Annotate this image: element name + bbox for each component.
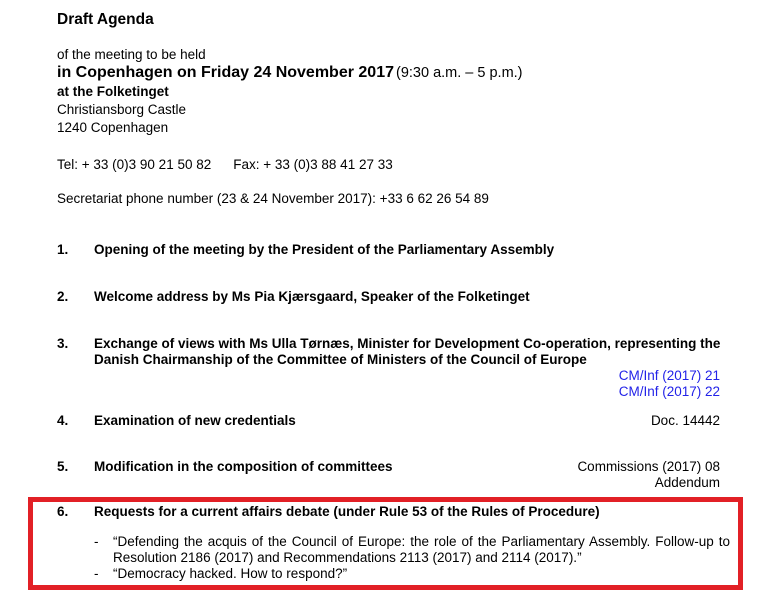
address-line-1: Christiansborg Castle [57, 102, 187, 117]
item-number: 4. [57, 413, 69, 428]
item-title: Requests for a current affairs debate (under Rule 53 of the Rules of Procedure) [94, 504, 600, 519]
meeting-time: (9:30 a.m. – 5 p.m.) [395, 65, 523, 81]
address-line-2: 1240 Copenhagen [57, 120, 169, 135]
doc-reference: Doc. 14442 [650, 413, 720, 428]
doc-reference: Commissions (2017) 08 [577, 459, 720, 474]
item-number: 5. [57, 459, 69, 474]
subitem-text: “Democracy hacked. How to respond?” [113, 566, 348, 581]
item-number: 1. [57, 242, 69, 257]
doc-reference: Addendum [654, 475, 720, 490]
agenda-item-4 [57, 413, 651, 429]
tel-number: Tel: + 33 (0)3 90 21 50 82 [57, 157, 212, 172]
agenda-item-5-row [57, 459, 740, 491]
doc-reference-link[interactable]: CM/Inf (2017) 22 [618, 384, 720, 399]
item-title: Examination of new credentials [94, 413, 296, 428]
agenda-item-3 [57, 336, 740, 368]
venue-line: at the Folketinget [57, 84, 169, 99]
tel-fax-line [57, 157, 740, 173]
item-title: Welcome address by Ms Pia Kjærsgaard, Speaker of the Folketinget [94, 289, 530, 304]
agenda-item-6 [57, 504, 730, 520]
fax-number: Fax: + 33 (0)3 88 41 27 33 [233, 157, 393, 172]
item-number: 2. [57, 289, 69, 304]
agenda-item-2 [57, 289, 740, 305]
meeting-place-date-text: in Copenhagen on Friday 24 November 2017 [57, 64, 394, 81]
subitem-text: “Defending the acquis of the Council of Europe: the role of the Parliamentary Assembly. Follow-up to Resolution 2186 (2017) and Recommendations 2113 (2017) and 2114 (2017).” [113, 534, 730, 565]
doc-reference-link[interactable]: CM/Inf (2017) 21 [618, 368, 720, 383]
item-title: Opening of the meeting by the President of the Parliamentary Assembly [94, 242, 555, 257]
dash-bullet: - [94, 534, 99, 549]
agenda-item-5 [57, 459, 577, 475]
agenda-subitem-1 [94, 534, 730, 566]
item-title: Modification in the composition of committees [94, 459, 393, 474]
agenda-item-1 [57, 242, 740, 258]
item-title: Exchange of views with Ms Ulla Tørnæs, Minister for Development Co-operation, representing the Danish Chairmanship of the Committee of Ministers of the Council of Europe [94, 336, 721, 367]
page-title: Draft Agenda [57, 11, 154, 28]
meeting-place-date [57, 63, 740, 83]
item-6-sublist [94, 534, 730, 582]
item-number: 6. [57, 504, 69, 519]
item-3-document-links [57, 368, 720, 400]
intro-line: of the meeting to be held [57, 47, 206, 62]
agenda-item-4-row [57, 413, 740, 429]
secretariat-line: Secretariat phone number (23 & 24 November 2017): +33 6 62 26 54 89 [57, 191, 489, 206]
highlight-box [28, 497, 743, 590]
agenda-subitem-2 [94, 566, 730, 582]
dash-bullet: - [94, 566, 99, 581]
item-4-references [651, 413, 720, 429]
item-5-references [577, 459, 720, 491]
item-number: 3. [57, 336, 69, 351]
